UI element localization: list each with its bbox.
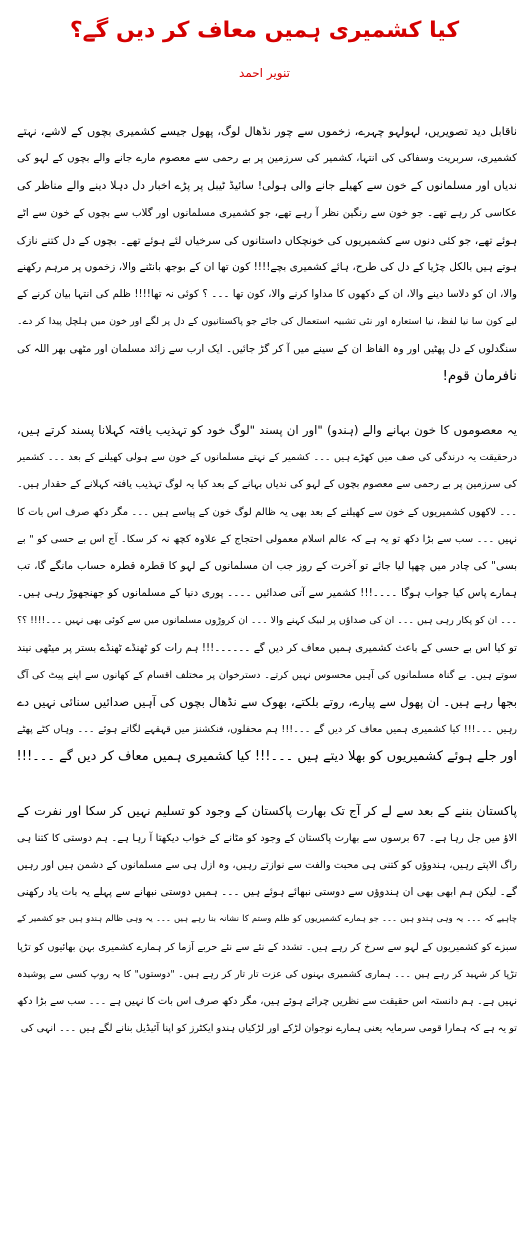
article-paragraph xyxy=(17,798,517,1043)
author-name: تنویر احمد xyxy=(239,66,290,80)
paragraph-line: ہوتے ہیں بالکل چڑیا کے دل کی طرح، ہائے کشمیری بچے!!!! کون تھا ان کے بوجھ بانٹنے والا، زخموں پر مرہم رکھنے xyxy=(17,260,517,273)
paragraph-line: عکاسی کر رہے تھے۔ جو خون سے رنگین نظر آ رہے تھے، جو کشمیری مسلمانوں اور گلاب سے بچوں کے خون سے اٹے xyxy=(17,206,517,219)
paragraph-line: چاہیے کہ ۔۔۔ یہ وہی ہندو ہیں ۔۔۔ جو ہمارے کشمیریوں کو ظلم وستم کا نشانہ بنا رہے ہیں ۔۔۔ یہ وہی ظالم ہندو ہیں جو کشمیر کے xyxy=(17,914,517,925)
paragraph-line: راگ الاپتے رہیں، ہندوؤں کو کتنی ہی محبت والفت سے نوازتے رہیں، وہ ازل ہی سے مسلمانوں کے دشمن ہیں اور رہیں xyxy=(17,860,517,872)
article-title: کیا کشمیری ہمیں معاف کر دیں گے؟ xyxy=(69,18,460,43)
paragraph-line: درحقیقت یہ درندگی کی صف میں کھڑے ہیں ۔۔۔ کشمیر کے نہتے مسلمانوں کے خون سے ہولی کھیلنے کے بعد ۔۔۔ کشمیر xyxy=(17,452,517,464)
paragraph-line: رہیں ۔۔۔!!! کیا کشمیری ہمیں معاف کر دیں گے ۔۔۔!!! ہم محفلوں، فنکشنز میں قہقہے لگاتے ہوئے ۔۔۔ وہاں کٹے پھٹے xyxy=(17,724,517,736)
paragraph-line: لیے کون سا نیا لفظ، نیا استعارہ اور نئی تشبیہ استعمال کی جائے جو پاکستانیوں کے دل پر لگے اور خون میں ہلچل پیدا کر دے۔ xyxy=(17,316,517,328)
article-paragraph xyxy=(17,118,517,390)
paragraph-line: بسی" کی چادر میں چھپا لیا جائے تو آخرت کے روز جب ان مسلمانوں کے لہو کا قطرہ قطرہ حساب مانگے گا، تب xyxy=(17,560,517,572)
paragraph-line: الاؤ میں جل رہا ہے۔ 67 برسوں سے بھارت پاکستان کے وجود کو مٹانے کے خواب دیکھتا آ رہا ہے۔ ہم دوستی کا کتنا ہی xyxy=(17,832,517,844)
article-paragraph xyxy=(17,417,517,770)
paragraph-gap xyxy=(17,771,517,798)
paragraph-line: یہ معصوموں کا خون بہانے والے (ہندو) "اور ان پسند "لوگ خود کو تہذیب یافتہ کہلانا پسند کرتے ہیں، xyxy=(17,423,517,438)
paragraph-line: کی سرزمین پر بے رحمی سے معصوم بچوں کے لہو کی ندیاں بہانے کے بعد کیا یہ لوگ تہذیب یافتہ کہلانے کے حقدار ہیں۔ xyxy=(17,479,517,491)
paragraph-line: نہیں ۔۔۔ سب سے بڑا دکھ تو یہ ہے کہ عالم اسلام معمولی احتجاج کے علاوہ کچھ نہ کر سکا۔ آج اس بے حسی کو " بے xyxy=(17,533,517,545)
paragraph-line: نہیں ہے۔ ہم دانستہ اس حقیقت سے نظریں چرائے ہوئے ہیں، مگر دکھ صرف اس بات کا نہیں ہے ۔۔۔ سب سے بڑا دکھ xyxy=(17,996,517,1007)
paragraph-line: ناقابل دید تصویریں، لہولہو چہرے، زخموں سے چور نڈھال لوگ، پھول جیسے کشمیری بچوں کے لاشے، نہتے xyxy=(17,125,517,138)
paragraph-line: ہمارے پاس کیا جواب ہوگا ۔۔۔۔!!! کشمیر سے آتی صدائیں ۔۔۔۔ پوری دنیا کے مسلمانوں کو جھنجھوڑ رہی ہیں۔ xyxy=(17,587,517,600)
paragraph-line: ہوئے تھے، جو کئی دنوں سے کشمیریوں کی خونچکاں داستانوں کی سرخیاں لئے ہوئے تھے۔ بچوں کے دل کتنے نازک xyxy=(17,233,517,247)
paragraph-line: تو کیا اس بے حسی کے باعث کشمیری ہمیں معاف کر دیں گے ۔۔۔۔۔۔!!! ہم رات کو ٹھنڈے ٹھنڈے بستر پر میٹھی نیند xyxy=(17,641,517,654)
article-body xyxy=(17,118,517,1042)
paragraph-line: بجھا رہے ہیں۔ ان پھول سے پیارے، روتے بلکتے، بھوک سے نڈھال بچوں کی آہیں صدائیں سنائی نہیں دے xyxy=(17,694,517,709)
paragraph-line: والا، ان کو دلاسا دینے والا، ان کے دکھوں کا مداوا کرنے والا، کون تھا ۔۔۔ ؟ کوئی نہ تھا!!!! ظلم کی انتہا بیان کرنے کے xyxy=(17,288,517,301)
paragraph-line: سنگدلوں کے دل پھٹیں اور وہ الفاظ ان کے سینے میں آ کر گڑ جائیں۔ ایک ارب سے زائد مسلمان اور مٹھی بھر اللہ کی xyxy=(17,342,517,355)
paragraph-line: گے۔ لیکن ہم ابھی بھی ان ہندوؤں سے دوستی نبھائے ہوئے ہیں ۔۔۔ ہمیں دوستی نبھانے سے پہلے یہ بات یاد رکھنی xyxy=(17,886,517,899)
paragraph-line: پاکستان بننے کے بعد سے لے کر آج تک بھارت پاکستان کے وجود کو تسلیم نہیں کر سکا اور نفرت کے xyxy=(17,803,517,818)
paragraph-line: سبزے کو کشمیریوں کے لہو سے سرخ کر رہے ہیں۔ تشدد کے نئے سے نئے حربے آزما کر ہمارے کشمیری بہن بھائیوں کو تڑپا xyxy=(17,941,517,953)
paragraph-line: ندیاں اور مسلمانوں کے خون سے کھیلے جانے والی ہولی! سائیڈ ٹیبل پر پڑے اخبار دل دہلا دینے والے مناظر کی xyxy=(17,179,517,193)
paragraph-line: تو یہ ہے کہ ہمارا قومی سرمایہ یعنی ہمارے نوجوان لڑکے اور لڑکیاں ہندو ایکٹرز کو اپنا آئیڈیل بنانے لگے ہیں ۔۔۔ انہی کی xyxy=(20,1023,517,1035)
paragraph-line: ۔۔۔ لاکھوں کشمیریوں کے خون سے کھیلنے کے بعد بھی یہ ظالم لوگ خون کے پیاسے ہیں ۔۔۔ مگر دکھ صرف اس بات کا xyxy=(17,506,517,518)
paragraph-line: تڑپا کر شہید کر رہے ہیں ۔۔۔ ہماری کشمیری بہنوں کی عزت تار تار کر رہے ہیں۔ "دوستوں" کا یہ روپ کسی سے پوشیدہ xyxy=(17,968,517,980)
paragraph-line: سوتے ہیں۔ بے گناہ مسلمانوں کی آہیں محسوس نہیں کرتے۔ دسترخوان پر مختلف اقسام کے کھانوں سے اپنے پیٹ کی آگ xyxy=(17,669,517,681)
paragraph-line: اور جلے ہوئے کشمیریوں کو بھلا دیتے ہیں ۔۔۔!!! کیا کشمیری ہمیں معاف کر دیں گے ۔۔۔!!! xyxy=(17,749,517,765)
paragraph-line: نافرمان قوم! xyxy=(442,367,517,384)
paragraph-gap xyxy=(17,390,517,417)
paragraph-line: کشمیری، سربریت وسفاکی کی انتہا، کشمیر کی سرزمین پر بے رحمی سے معصوم مارے جانے والے بچوں کے لہو کی xyxy=(17,152,517,165)
paragraph-line: ۔۔۔ ان کو پکار رہی ہیں ۔۔۔ ان کی صداؤں پر لبیک کہنے والا ۔۔۔ ان کروڑوں مسلمانوں میں سے کوئی بھی نہیں ۔۔۔!!!! ؟؟ xyxy=(17,615,517,627)
